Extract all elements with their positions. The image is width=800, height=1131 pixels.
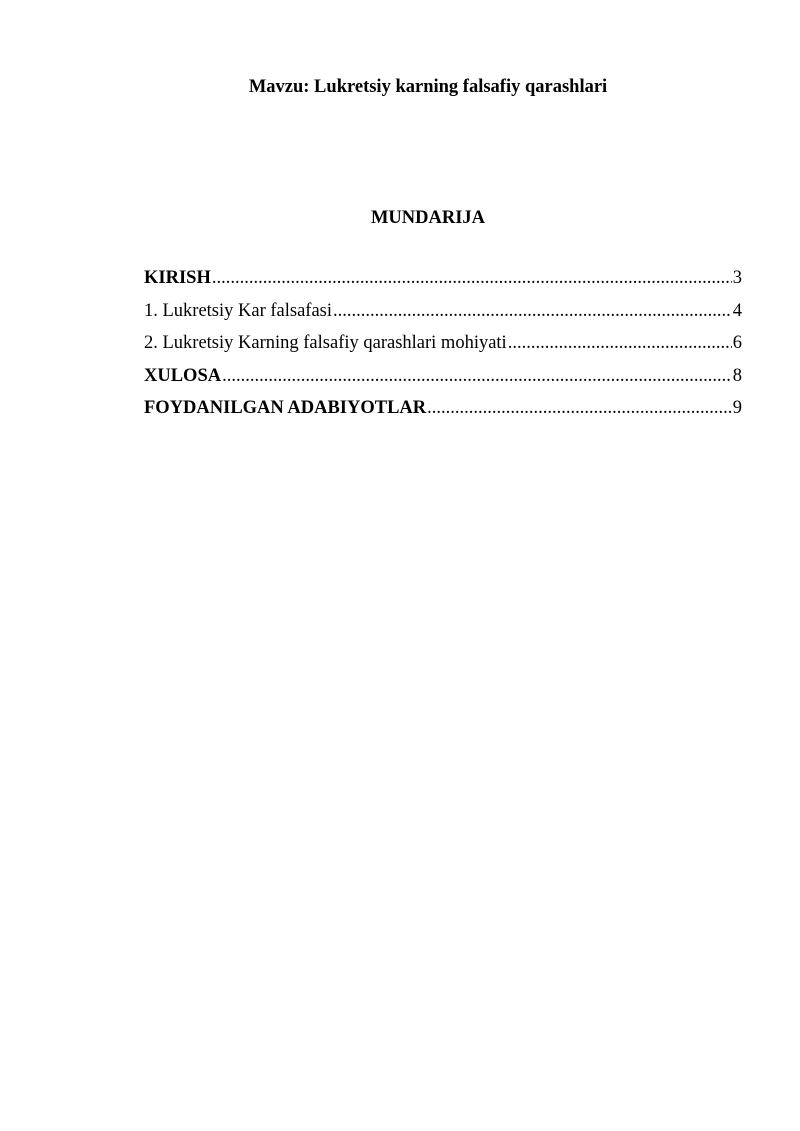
dot-leader — [427, 397, 732, 419]
toc-entry-label: 2. Lukretsiy Karning falsafiy qarashlari mohiyati — [144, 333, 507, 353]
toc-entry-label: KIRISH — [144, 268, 211, 288]
toc-entry-xulosa[interactable] — [144, 365, 742, 398]
document-title: Mavzu: Lukretsiy karning falsafiy qarashlari — [248, 77, 608, 97]
toc-entry-page-number: 6 — [732, 333, 742, 353]
toc-entry-page-number: 4 — [732, 300, 742, 321]
toc-entry-page-number: 3 — [732, 268, 742, 288]
toc-entry-kirish[interactable] — [144, 267, 742, 300]
dot-leader — [222, 365, 732, 387]
dot-leader — [333, 300, 732, 322]
toc-entry-page-number: 8 — [732, 365, 742, 386]
toc-entry-label: FOYDANILGAN ADABIYOTLAR — [144, 398, 427, 418]
toc-entry-section-1[interactable] — [144, 300, 742, 333]
dot-leader — [212, 267, 732, 289]
toc-entry-label: XULOSA — [144, 365, 222, 386]
dot-leader — [508, 332, 732, 354]
table-of-contents — [144, 267, 742, 430]
toc-entry-label: 1. Lukretsiy Kar falsafasi — [144, 300, 333, 321]
toc-entry-page-number: 9 — [732, 398, 742, 418]
toc-entry-adabiyotlar[interactable] — [144, 397, 742, 430]
toc-heading: MUNDARIJA — [370, 208, 486, 228]
toc-entry-section-2[interactable] — [144, 332, 742, 365]
